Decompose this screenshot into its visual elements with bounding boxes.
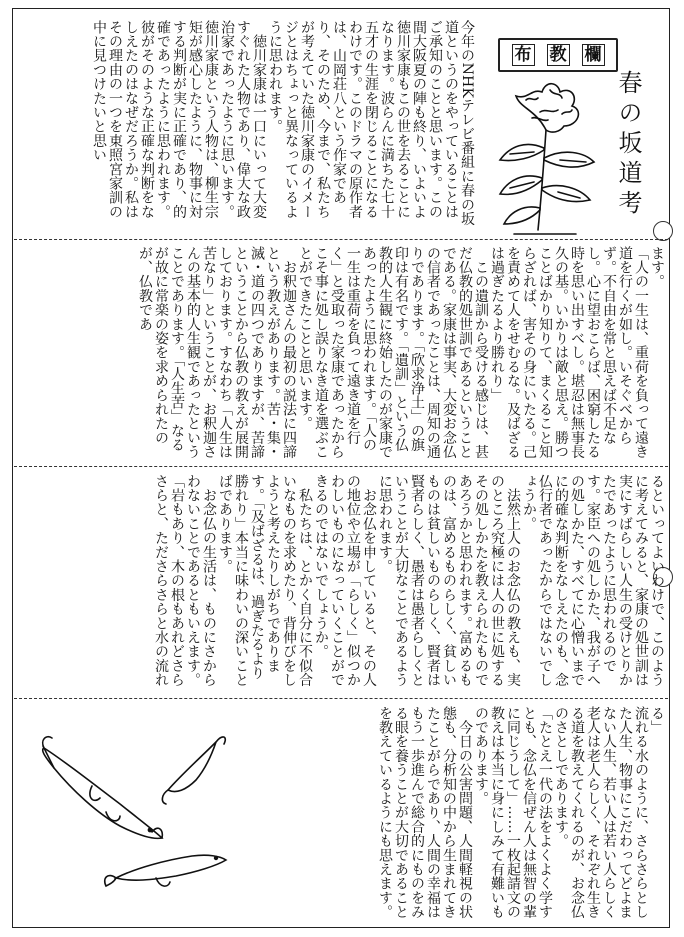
section-2-text: ます。 「人の一生は、重荷を負って遠き道を行くが如し。いそぐべからず。不自由を常と思えば不足なし。心に望おこらば、困窮したる時を思い出すべし。堪忍は無事長久の基。いかりは敵と思え。勝つことばかり知りて、まくること知らざれば、害その身にいたる。己を責めて人をせむるな。及ばざるは過ぎたるより勝れり」 この遺訓から受ける感じは、甚だ仏教的処世訓であるということである。家康は事実、大変お念仏の信者であったことは、周知の通りであります。「欣求浄土」の旗印は有名です。「遺訓」という仏教的人生観に終始したのが家康であったように思われます。「人の一生は重荷を負って遠き道を行く」と受取った家康であったからこそ事に処し誤りなき道を選ぶことができたことと思います。 お釈迦さんの最初の説法に四諦という教えがあります。苦・集・滅・道の四つでありますが、苦諦ということから仏教の教えが展開しております。すなわち「人生は苦なり」ということが、お釈迦さんの基本的人生観であったということであります。「人生苦」なるが故に常楽の姿を求められたのが、仏教であ — [137, 246, 665, 459]
flower-illustration — [480, 70, 610, 238]
section-4-text: る」 流れる水のように、さらさらとした人生、物事にこだわってどよまない人生、若い人は若い人らしく老人は老人らしく、それぞれ生きる道を教えてくれるのが、お念仏のさとしであります。 「たとえ一代の法をよくよく学すとも、念仏を信ぜん人は無智の輩に同じうして」……一枚起請文の教えは本当に身にしみて有難いものであります。 今日の公害問題、人間軽視の状態も、分析知の中から生まれてきたことがらであり、人間の幸福はもう一歩進んで総合的にものをみる眼を養うことが大切であることを教えているようにも思えます。 — [377, 706, 665, 919]
fish-illustration — [36, 728, 236, 908]
section-divider — [14, 698, 668, 699]
binder-hole-top — [653, 221, 673, 241]
badge-char: 欄 — [582, 44, 605, 66]
section-divider — [14, 466, 668, 467]
section-1-text: 今年のNHKテレビ番組に春の坂道というのをやっていることはご承知のことと思います。この間大阪夏の陣も終り、いよいよ徳川家康もこの世を去ることになります。波らんに満ちた七十五才の生涯を閉じることになるわけです。このドラマの原作者は、山岡荘八という作家であり、そのため、今まで、私たちが考えていた徳川家康のイメージとはちょっと異なっているように思われます。 徳川家康は一口にいって大変すぐれた人物であり、偉大な政治家であったように思います。徳川家康という人物は、柳生宗矩が感心したように、物事に対する判断が実に正確であり、的確であったように思われます。彼がそのような正確な判断をなしえたのはなぜだろうか。私はその理由の一つを東照宮家訓の中に見つけたいと思い — [91, 20, 475, 226]
section-divider — [14, 239, 668, 240]
column-badge — [498, 38, 618, 72]
badge-char: 教 — [547, 44, 570, 66]
section-3-text: るといってよいわけで、このように考えてみると、家康の処世訓は実にすばらしい人生の受けとりかたであったように思われるのです。家臣への処しかた、我が子への処しかた、すべてに心憎いまでに的確な判断をなしえたのも、念仏行者であったからではないでしょうか。 法然上人のお念仏の教えも、実のところ究極には人の世に処するその処しかたを教えられたものであろうかと思われます。富めるものは、富めるものらしく、貧しいものは貧しいものらしく、賢者は賢者らしく、愚者は愚者らしくということが大切なことであるように思われます。 お念仏を申していると、その人の地位や立場が「らしく」似つかわしいものになっていくことができるのではないでしょうか。 私たちは、とかく自分に不似合いなものを求めたり、背伸びをしようと考えたりしがちであります。「及ばざるは、過ぎたるより勝れり」本当に味わいの深いことばであります。 お念仏の生活は、ものにさからわないことであるともいえます。「岩もあり、木の根もあれどさらさらと、たださらさらと水の流れ — [153, 474, 665, 687]
article-title: 春の坂道考 — [614, 70, 642, 220]
badge-char: 布 — [512, 44, 535, 66]
